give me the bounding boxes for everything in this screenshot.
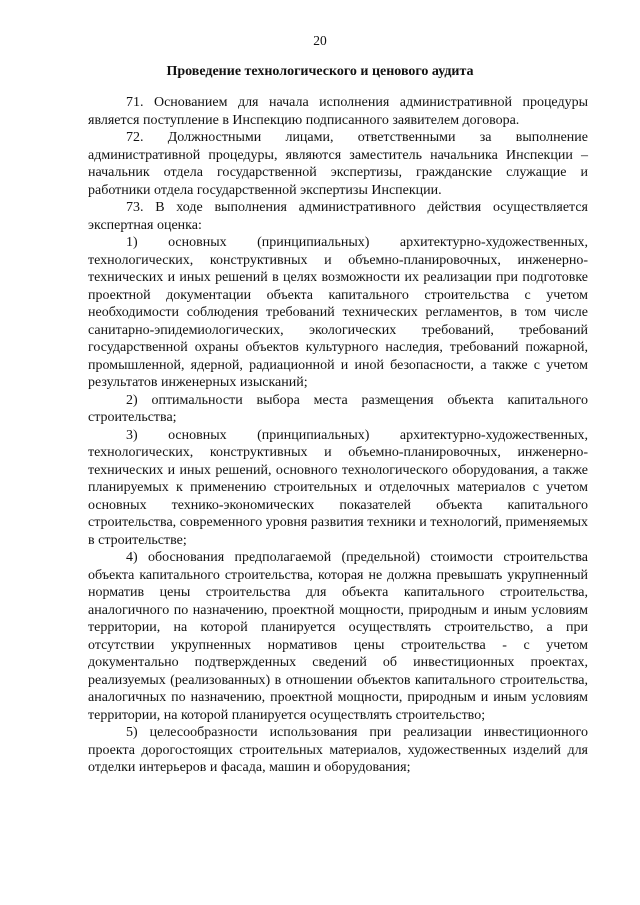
paragraph-72: 72. Должностными лицами, ответственными за выполнение административной процедуры, являются заместитель начальника Инспекции – начальник отдела государственной экспертизы, гражданские служащие и работники отдела государственной экспертизы Инспекции. xyxy=(88,130,588,198)
body-text xyxy=(88,94,588,777)
list-item-5: 5) целесообразности использования при реализации инвестиционного проекта дорогостоящих строительных материалов, художественных изделий для отделки интерьеров и фасада, машин и оборудования; xyxy=(88,725,588,775)
list-item-4: 4) обоснования предполагаемой (предельной) стоимости строительства объекта капитального строительства, которая не должна превышать укрупненный норматив цены строительства для объекта капитального строительства, аналогичного по назначению, проектной мощности, природным и иным условиям территории, на которой планируется осуществлять строительство, а при отсутствии укрупненных нормативов цены строительства - с учетом документально подтвержденных сведений об инвестиционных проектах, реализуемых (реализованных) в отношении объектов капитального строительства, аналогичных по назначению, проектной мощности, природным и иным условиям территории, на которой планируется осуществлять строительство; xyxy=(88,550,588,723)
list-item-3: 3) основных (принципиальных) архитектурно-художественных, технологических, конструктивных и объемно-планировочных, инженерно-технических и иных решений, основного технологического оборудования, а также планируемых к применению строительных и отделочных материалов с учетом основных технико-экономических показателей объекта капитального строительства, современного уровня развития техники и технологий, применяемых в строительстве; xyxy=(88,427,588,548)
paragraph-73: 73. В ходе выполнения административного действия осуществляется экспертная оценка: xyxy=(88,200,588,233)
section-title: Проведение технологического и ценового аудита xyxy=(166,64,474,79)
list-item-1: 1) основных (принципиальных) архитектурно-художественных, технологических, конструктивных и объемно-планировочных, инженерно-технических и иных решений в целях возможности их реализации при подготовке проектной документации объекта капитального строительства с учетом необходимости соблюдения требований технических регламентов, в том числе санитарно-эпидемиологических, экологических требований, требований государственной охраны объектов культурного наследия, требований пожарной, промышленной, ядерной, радиационной и иной безопасности, а также с учетом результатов инженерных изысканий; xyxy=(88,235,588,390)
paragraph-71: 71. Основанием для начала исполнения административной процедуры является поступление в Инспекцию подписанного заявителем договора. xyxy=(88,95,588,128)
list-item-2: 2) оптимальности выбора места размещения объекта капитального строительства; xyxy=(88,392,588,425)
page-number: 20 xyxy=(313,33,327,48)
